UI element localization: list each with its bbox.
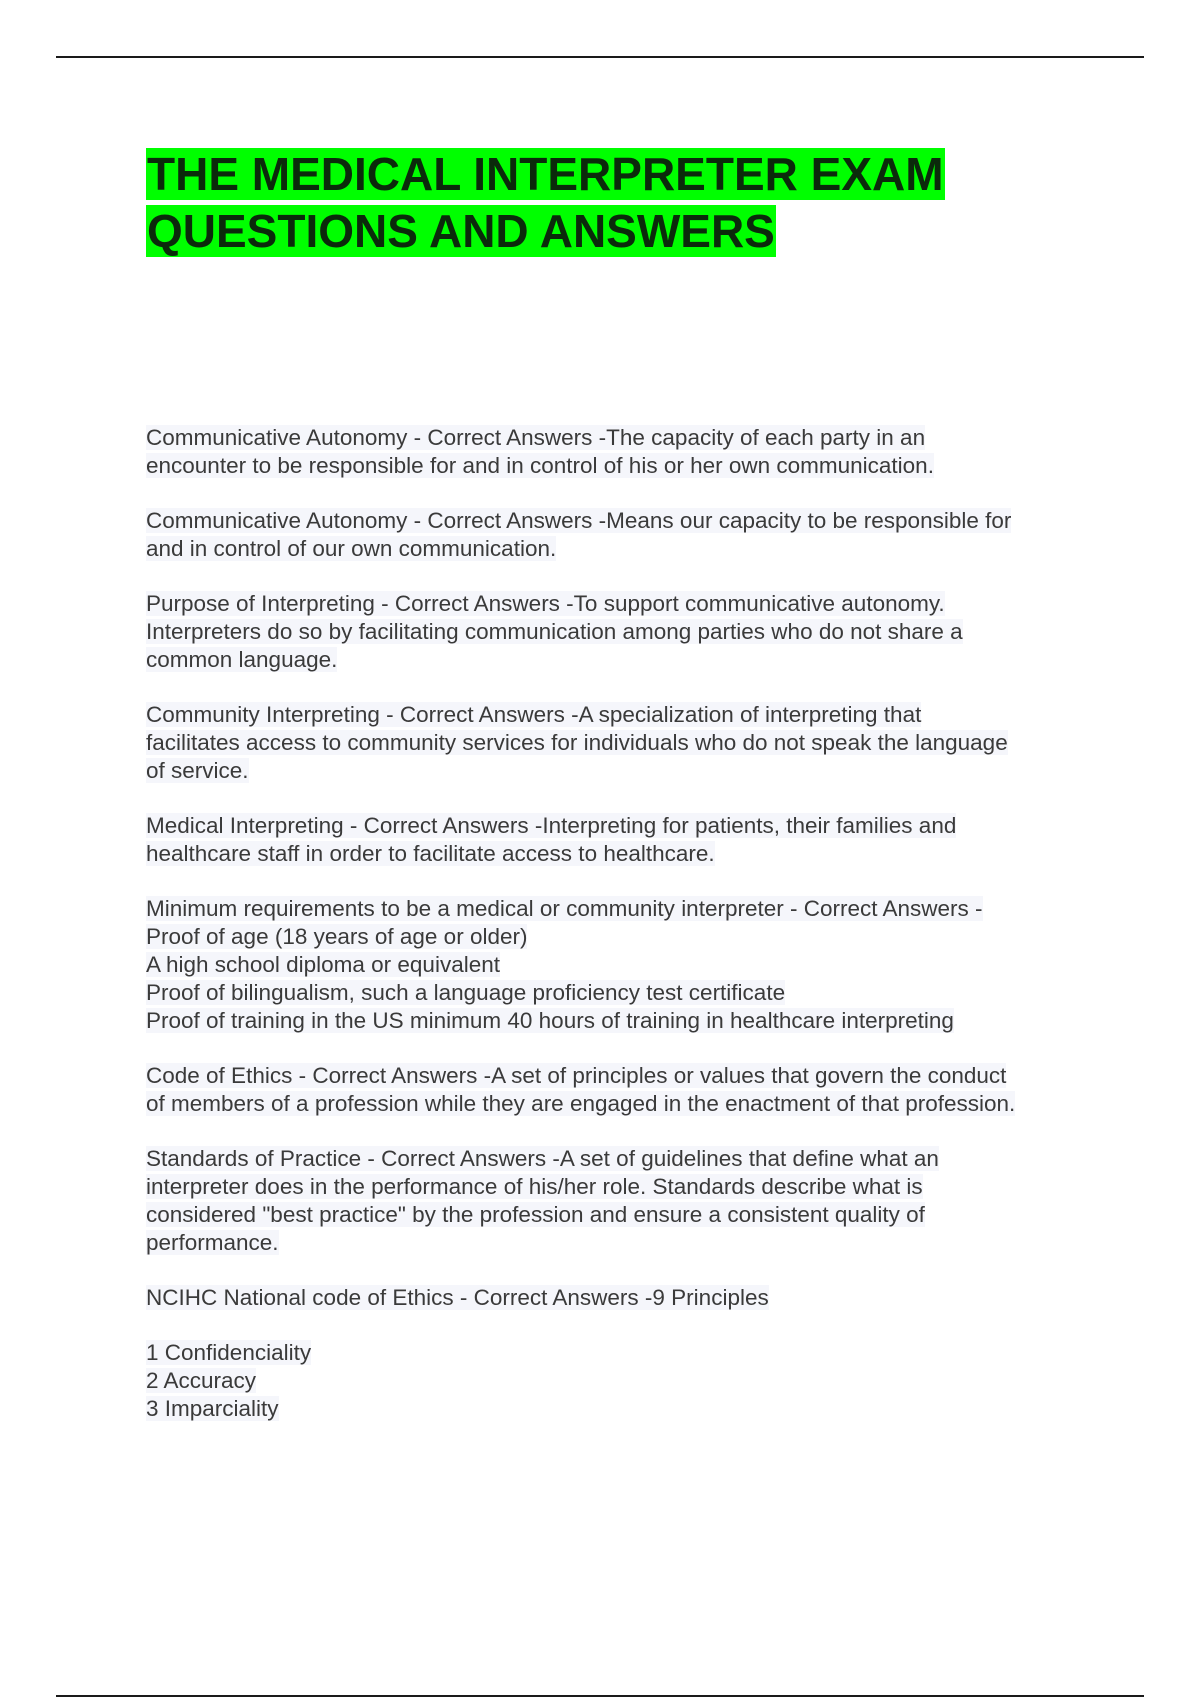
- principles-list: [146, 1339, 1086, 1423]
- entry-text: healthcare staff in order to facilitate access to healthcare.: [146, 841, 715, 866]
- entry-text: encounter to be responsible for and in control of his or her own communication.: [146, 453, 934, 478]
- qa-entry: [146, 507, 1086, 563]
- title-line-1: THE MEDICAL INTERPRETER EXAM: [147, 148, 944, 200]
- qa-entry: [146, 1145, 1086, 1257]
- entry-text: of members of a profession while they are engaged in the enactment of that profession.: [146, 1091, 1016, 1116]
- entry-text: Standards of Practice - Correct Answers -A set of guidelines that define what an: [146, 1146, 939, 1171]
- entry-text: Purpose of Interpreting - Correct Answers -To support communicative autonomy.: [146, 591, 945, 616]
- entry-text: Community Interpreting - Correct Answers -A specialization of interpreting that: [146, 702, 922, 727]
- document-body: [146, 424, 1086, 1423]
- entry-text: Minimum requirements to be a medical or community interpreter - Correct Answers -: [146, 896, 983, 921]
- entry-text: Proof of bilingualism, such a language proficiency test certificate: [146, 980, 786, 1005]
- entry-text: Communicative Autonomy - Correct Answers -The capacity of each party in an: [146, 425, 926, 450]
- header-rule: [56, 56, 1144, 58]
- entry-text: Communicative Autonomy - Correct Answers -Means our capacity to be responsible for: [146, 508, 1012, 533]
- entry-text: A high school diploma or equivalent: [146, 952, 500, 977]
- qa-entry: [146, 812, 1086, 868]
- principle-text: 3 Imparciality: [146, 1396, 279, 1421]
- entry-text: Proof of age (18 years of age or older): [146, 924, 528, 949]
- qa-entry: [146, 590, 1086, 674]
- qa-entry: [146, 701, 1086, 785]
- qa-entry: [146, 424, 1086, 480]
- qa-entry: [146, 1062, 1086, 1118]
- principle-text: 1 Confidenciality: [146, 1340, 312, 1365]
- list-item: [146, 1339, 1086, 1367]
- entry-text: performance.: [146, 1230, 279, 1255]
- list-item: [146, 1395, 1086, 1423]
- footer-rule: [56, 1695, 1144, 1697]
- entry-text: Proof of training in the US minimum 40 hours of training in healthcare interpreting: [146, 1008, 954, 1033]
- entry-text: NCIHC National code of Ethics - Correct Answers -9 Principles: [146, 1285, 769, 1310]
- entry-text: Interpreters do so by facilitating communication among parties who do not share a: [146, 619, 963, 644]
- entry-text: common language.: [146, 647, 338, 672]
- entry-text: interpreter does in the performance of his/her role. Standards describe what is: [146, 1174, 923, 1199]
- entry-text: Medical Interpreting - Correct Answers -Interpreting for patients, their families and: [146, 813, 957, 838]
- title-line-2: QUESTIONS AND ANSWERS: [147, 205, 775, 257]
- entry-text: of service.: [146, 758, 249, 783]
- qa-entry: [146, 895, 1086, 1035]
- principle-text: 2 Accuracy: [146, 1368, 257, 1393]
- entry-text: and in control of our own communication.: [146, 536, 557, 561]
- entry-text: facilitates access to community services for individuals who do not speak the language: [146, 730, 1008, 755]
- entry-text: considered "best practice" by the profession and ensure a consistent quality of: [146, 1202, 925, 1227]
- page-title: [146, 146, 1046, 260]
- entry-text: Code of Ethics - Correct Answers -A set of principles or values that govern the conduct: [146, 1063, 1007, 1088]
- qa-entry: [146, 1284, 1086, 1312]
- list-item: [146, 1367, 1086, 1395]
